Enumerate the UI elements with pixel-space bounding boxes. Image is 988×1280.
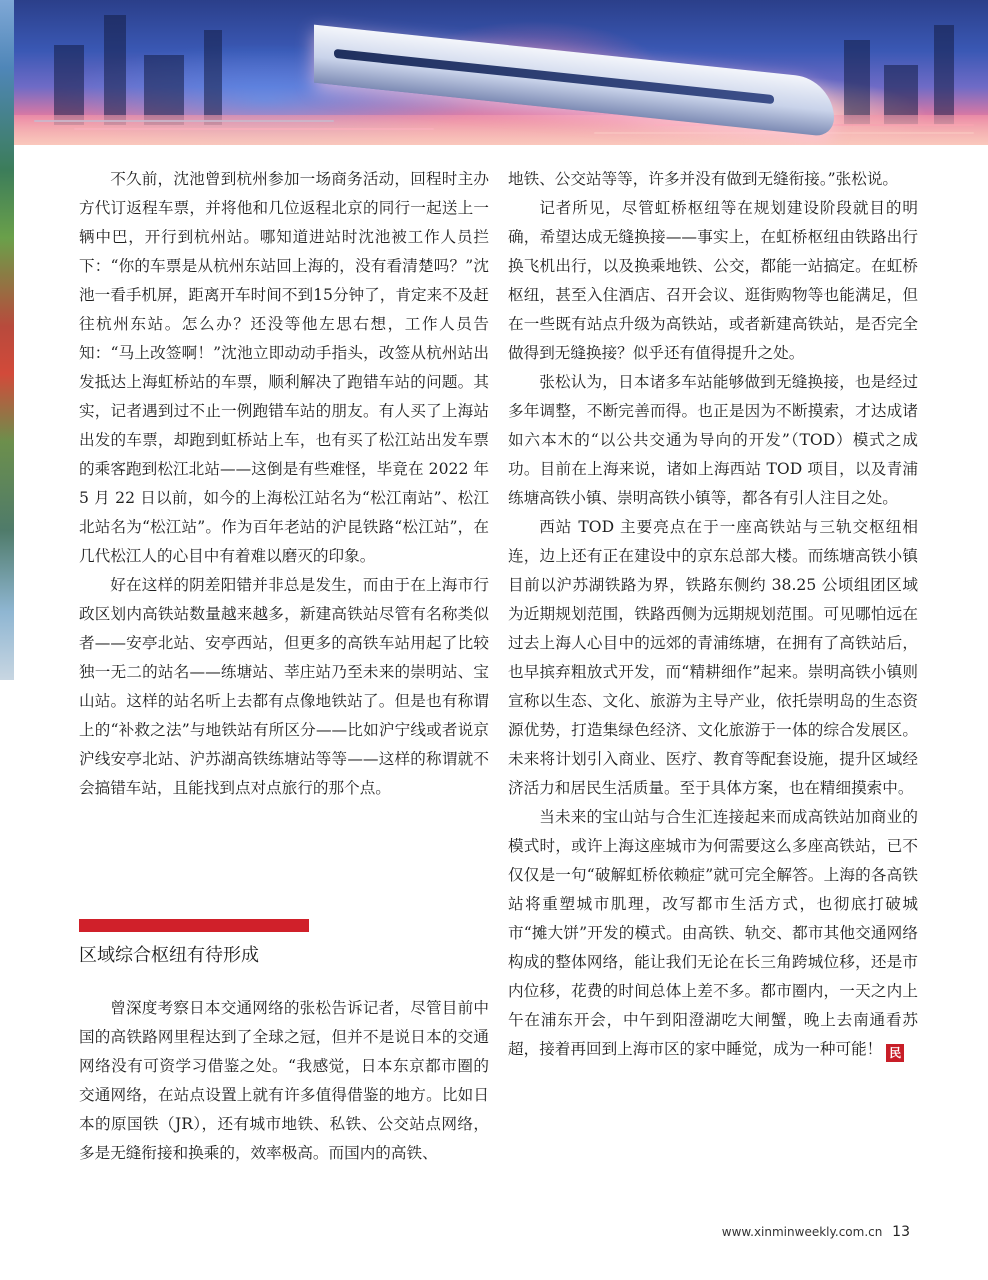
paragraph: 西站 TOD 主要亮点在于一座高铁站与三轨交枢纽相连，边上还有正在建设中的京东总部大楼。而练塘高铁小镇目前以沪苏湖铁路为界，铁路东侧约 38.25 公顷组团区域为近期规划范围，铁路西侧为远期规划范围。可见哪怕远在过去上海人心目中的远郊的青浦练塘，在拥有了高铁站后，也早摈弃粗放式开发，而“精耕细作”起来。崇明高铁小镇则宣称以生态、文化、旅游为主导产业，依托崇明岛的生态资源优势，打造集绿色经济、文化旅游于一体的综合发展区。未来将计划引入商业、医疗、教育等配套设施，提升区域经济活力和居民生活质量。至于具体方案，也在精细摸索中。 <box>508 518 918 797</box>
paragraph: 好在这样的阴差阳错并非总是发生，而由于在上海市行政区划内高铁站数量越来越多，新建高铁站尽管有名称类似者——安亭北站、安亭西站，但更多的高铁车站用起了比较独一无二的站名——练塘站、莘庄站乃至未来的崇明站、宝山站。这样的站名听上去都有点像地铁站了。但是也有称谓上的“补救之法”与地铁站有所区分——比如沪宁线或者说京沪线安亭北站、沪苏湖高铁练塘站等等——这样的称谓就不会搞错车站，且能找到点对点旅行的那个点。 <box>79 576 489 797</box>
paragraph: 张松认为，日本诸多车站能够做到无缝换接，也是经过多年调整，不断完善而得。也正是因为不断摸索，才达成诸如六本木的“以公共交通为导向的开发”（TOD）模式之成功。目前在上海来说，诸如上海西站 TOD 项目，以及青浦练塘高铁小镇、崇明高铁小镇等，都各有引人注目之处。 <box>508 373 918 507</box>
hero-train-image <box>14 0 988 145</box>
paragraph: 记者所见，尽管虹桥枢纽等在规划建设阶段就目的明确，希望达成无缝换接——事实上，在虹桥枢纽由铁路出行换飞机出行，以及换乘地铁、公交，都能一站搞定。在虹桥枢纽，甚至入住酒店、召开会议、逛街购物等也能满足，但在一些既有站点升级为高铁站，或者新建高铁站，是否完全做得到无缝换接？似乎还有值得提升之处。 <box>508 199 918 362</box>
end-mark-icon: 民 <box>886 1044 904 1062</box>
section-heading: 区域综合枢纽有待形成 <box>79 945 259 966</box>
page-footer <box>722 1224 910 1240</box>
article-column-left-top <box>79 165 489 803</box>
paragraph: 曾深度考察日本交通网络的张松告诉记者，尽管目前中国的高铁路网里程达到了全球之冠，但并不是说日本的交通网络没有可资学习借鉴之处。“我感觉，日本东京都市圈的交通网络，在站点设置上就有许多值得借鉴的地方。比如日本的原国铁（JR），还有城市地铁、私铁、公交站点网络，多是无缝衔接和换乘的，效率极高。而国内的高铁、 <box>79 999 489 1162</box>
section-marker-bar <box>79 919 309 932</box>
article-column-right <box>508 165 918 1064</box>
website-url: www.xinminweekly.com.cn <box>721 1225 883 1239</box>
page-number: 13 <box>892 1224 910 1240</box>
paragraph-text: 当未来的宝山站与合生汇连接起来而成高铁站加商业的模式时，或许上海这座城市为何需要这么多座高铁站，已不仅仅是一句“破解虹桥依赖症”就可完全解答。上海的各高铁站将重塑城市肌理，改写都市生活方式，也彻底打破城市“摊大饼”开发的模式。由高铁、轨交、都市其他交通网络构成的整体网络，能让我们无论在长三角跨城位移，还是市内位移，花费的时间总体上差不多。都市圈内，一天之内上午在浦东开会，中午到阳澄湖吃大闸蟹，晚上去南通看苏超，接着再回到上海市区的家中睡觉，成为一种可能！ <box>508 808 918 1058</box>
left-edge-photo-strip <box>0 0 14 680</box>
paragraph: 地铁、公交站等等，许多并没有做到无缝衔接。”张松说。 <box>508 170 899 188</box>
paragraph-last <box>508 803 918 1064</box>
article-column-left-bottom <box>79 994 489 1168</box>
paragraph: 不久前，沈池曾到杭州参加一场商务活动，回程时主办方代订返程车票，并将他和几位返程北京的同行一起送上一辆中巴，开行到杭州站。哪知道进站时沈池被工作人员拦下：“你的车票是从杭州东站回上海的，没有看清楚吗？”沈池一看手机屏，距离开车时间不到15分钟了，肯定来不及赶往杭州东站。怎么办？还没等他左思右想，工作人员告知：“马上改签啊！”沈池立即动动手指头，改签从杭州站出发抵达上海虹桥站的车票，顺利解决了跑错车站的问题。其实，记者遇到过不止一例跑错车站的朋友。有人买了上海站出发的车票，却跑到虹桥站上车，也有买了松江站出发车票的乘客跑到松江北站——这倒是有些难怪，毕竟在 2022 年 5 月 22 日以前，如今的上海松江站名为“松江南站”、松江北站名为“松江站”。作为百年老站的沪昆铁路“松江站”，在几代松江人的心目中有着难以磨灭的印象。 <box>79 170 489 565</box>
